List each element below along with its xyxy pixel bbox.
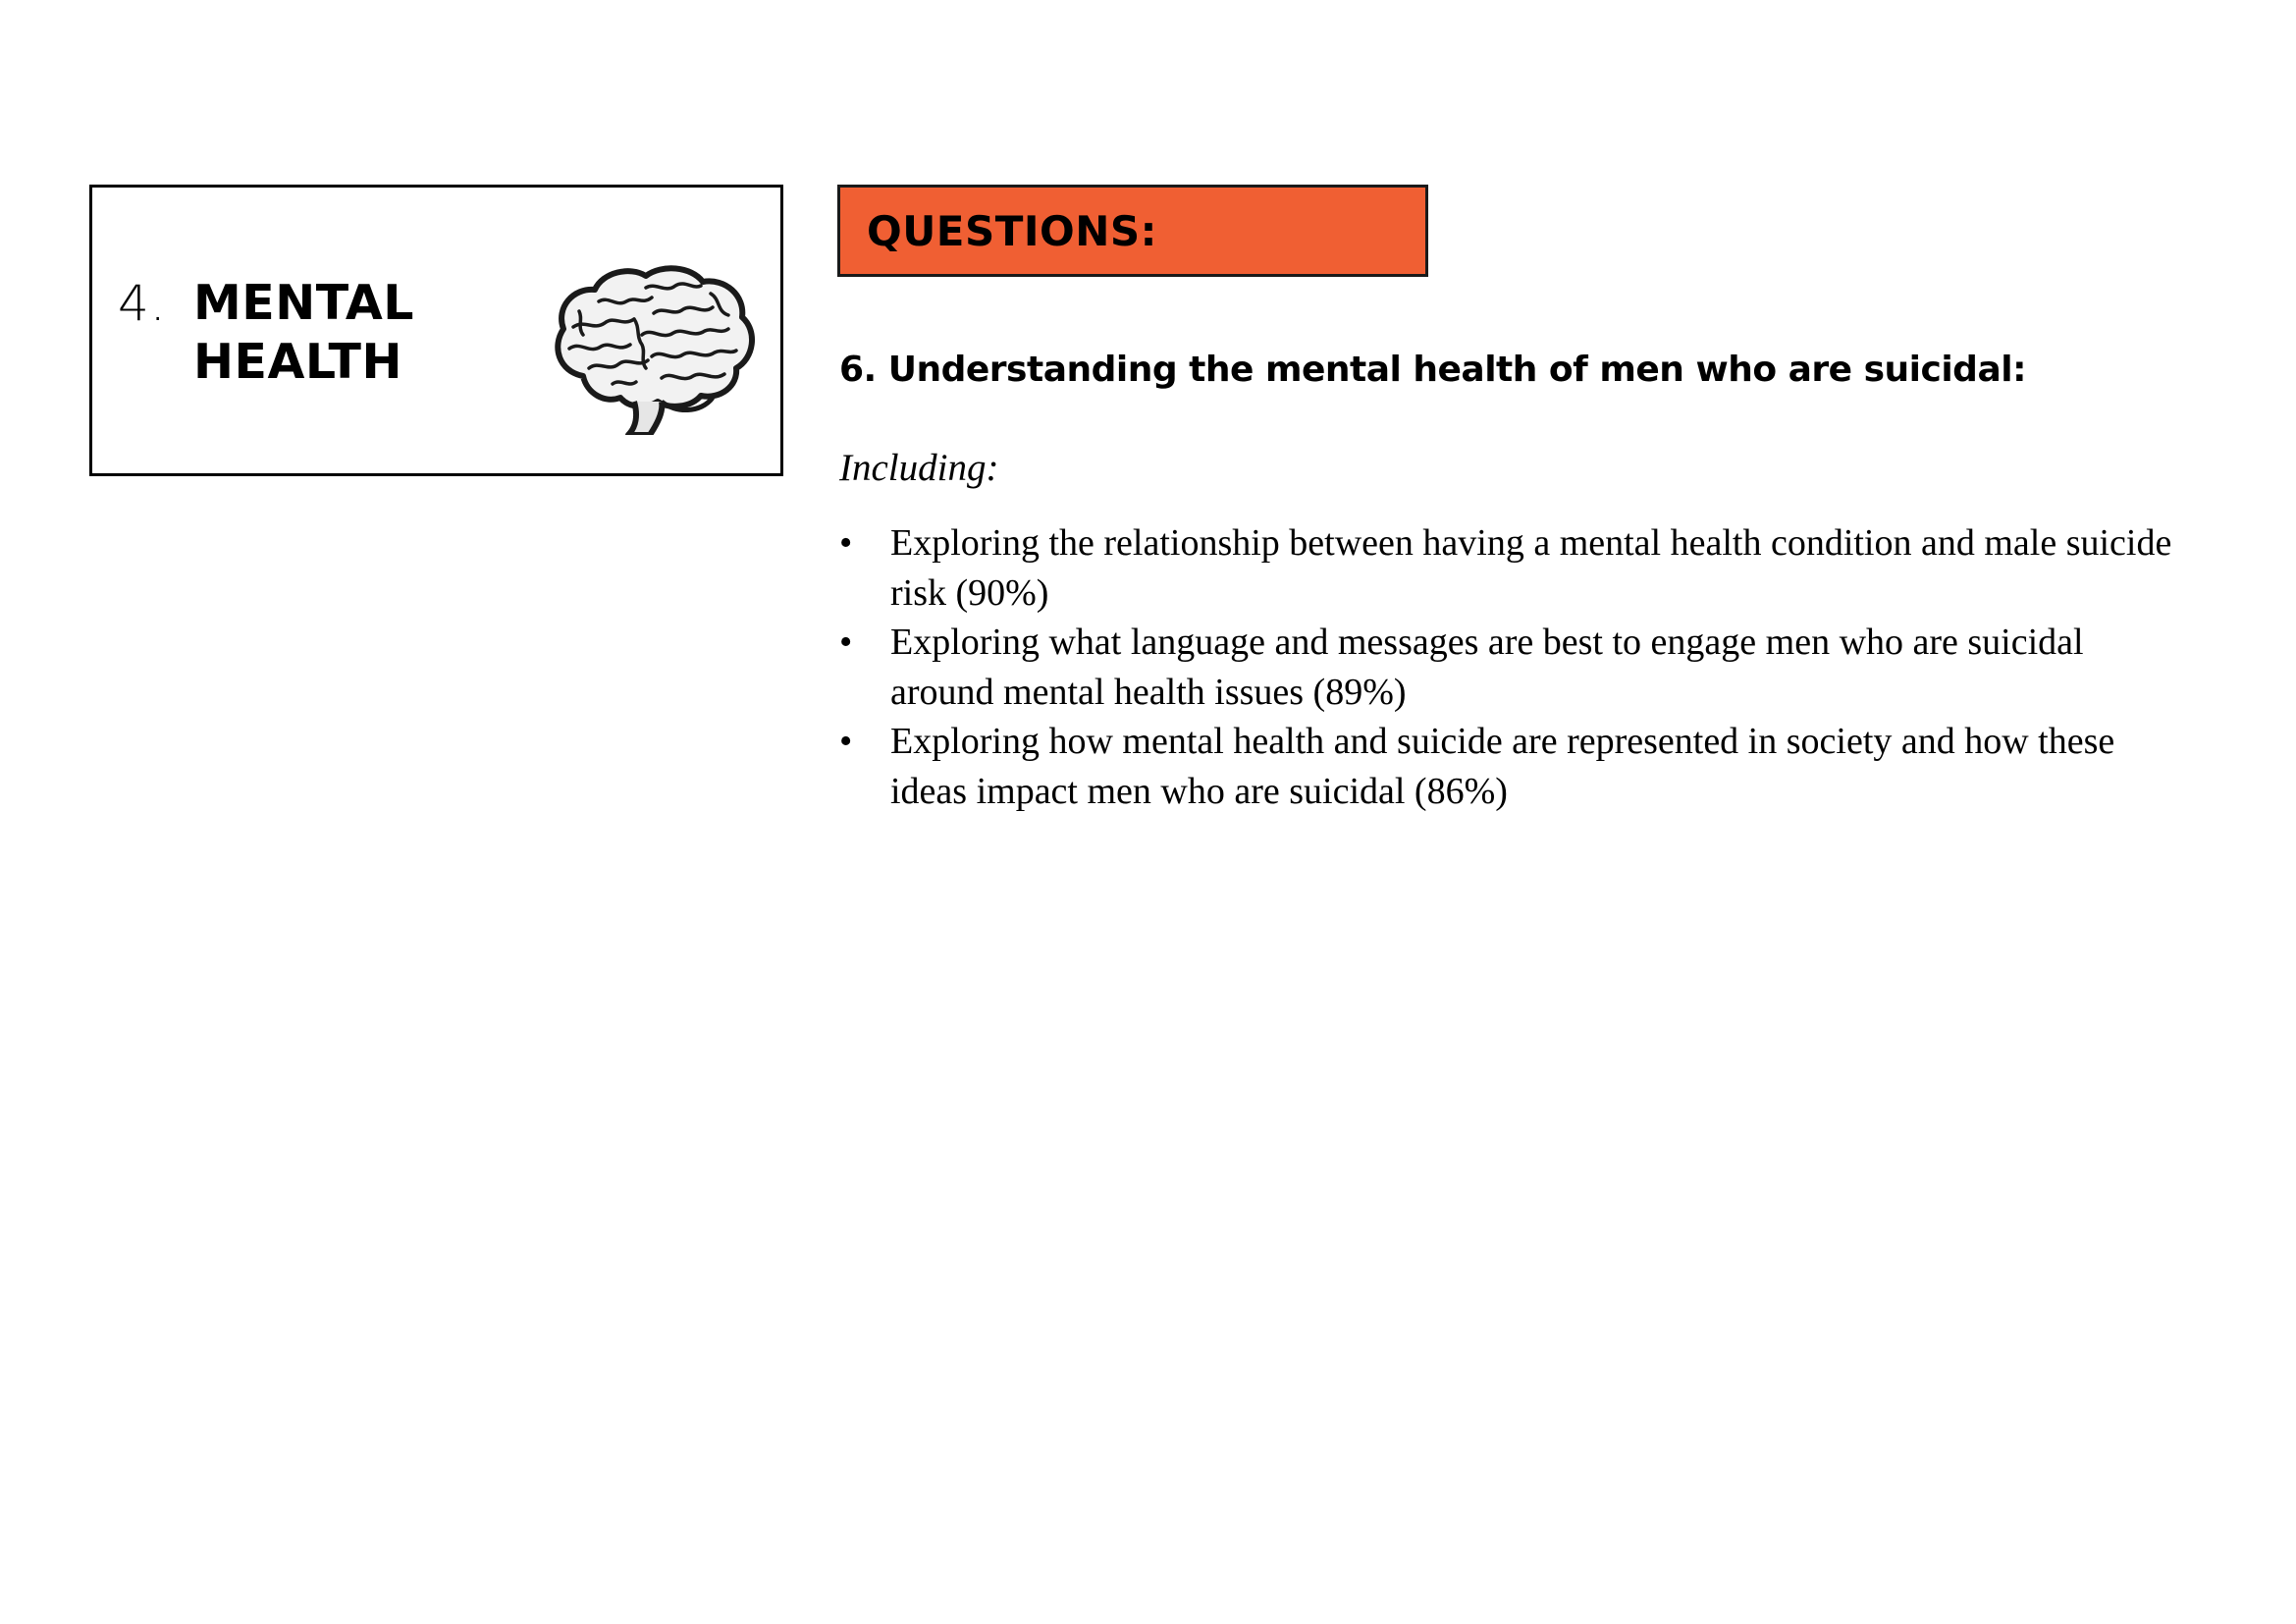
bullet-icon: •: [839, 622, 853, 663]
section-title-line-2: HEALTH: [193, 334, 402, 390]
question-intro: Including:: [839, 447, 999, 489]
list-item: [839, 518, 2194, 618]
list-item: [839, 717, 2194, 816]
section-title: [193, 274, 414, 392]
brain-icon: [544, 258, 760, 435]
questions-label: QUESTIONS:: [867, 207, 1157, 255]
section-title-line-1: MENTAL: [193, 275, 415, 331]
bullet-icon: •: [839, 522, 853, 564]
list-item-text: Exploring what language and messages are best to engage men who are suicidal around mental health issues (89%): [890, 622, 2084, 713]
questions-banner: [837, 185, 1428, 277]
list-item-text: Exploring the relationship between having a mental health condition and male suicide risk (90%): [890, 522, 2172, 614]
section-number: 4.: [118, 275, 167, 332]
list-item: [839, 618, 2194, 717]
list-item-text: Exploring how mental health and suicide are represented in society and how these ideas impact men who are suicidal (86%): [890, 721, 2115, 812]
question-heading: 6. Understanding the mental health of men who are suicidal:: [839, 350, 2026, 390]
section-header-box: [89, 185, 783, 476]
question-bullet-list: [839, 518, 2194, 816]
bullet-icon: •: [839, 721, 853, 762]
